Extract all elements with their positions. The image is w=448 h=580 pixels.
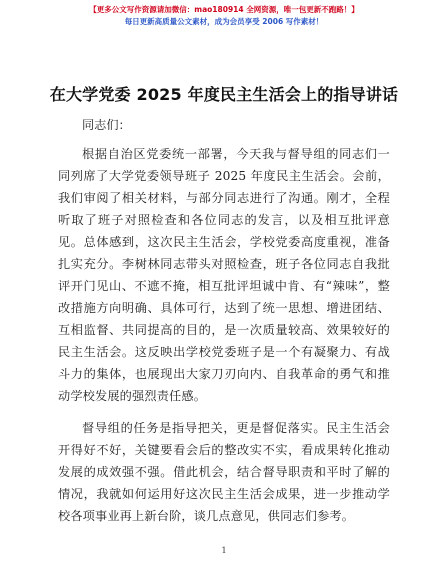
body-paragraph-1: 根据自治区党委统一部署，今天我与督导组的同志们一同列席了大学党委领导班子 2025 年度民主生活会。会前，我们审阅了相关材料，与部分同志进行了沟通。刚才，全程听取了班子对照检查和各位同志的发言，以及相互批评意见。总体感到，这次民主生活会，学校党委高度重视，准备扎实充分。李树林同志带头对照检查，班子各位同志自我批评开门见山、不遮不掩，相互批评坦诚中肯、有“辣味”，整改措施方向明确、具体可行，达到了统一思想、增进团结、互相监督、共同提高的目的，是一次质量较高、效果较好的民主生活会。这反映出学校党委班子是一个有凝聚力、有战斗力的集体，也展现出大家刀刃向内、自我革命的勇气和推动学校发展的强烈责任感。 [58, 147, 390, 403]
promo-banner [60, 4, 388, 28]
promo-banner-line-1: 【更多公文写作资源请加微信：mao180914 全网资源，唯一包更新不跑路！】 [89, 5, 359, 14]
greeting: 同志们： [82, 118, 131, 132]
promo-banner-line-2: 每日更新高质量公文素材，成为会员享受 2006 写作素材！ [124, 17, 324, 26]
document-body [58, 114, 390, 527]
document-title: 在大学党委 2025 年度民主生活会上的指导讲话 [49, 85, 399, 104]
page-number: 1 [221, 546, 227, 555]
body-paragraph-2: 督导组的任务是指导把关，更是督促落实。民主生活会开得好不好，关键要看会后的整改实不实，看成果转化推动发展的成效强不强。借此机会，结合督导职责和平时了解的情况，我就如何运用好这次民主生活会成果，进一步推动学校各项事业再上新台阶，谈几点意见，供同志们参考。 [58, 421, 390, 523]
